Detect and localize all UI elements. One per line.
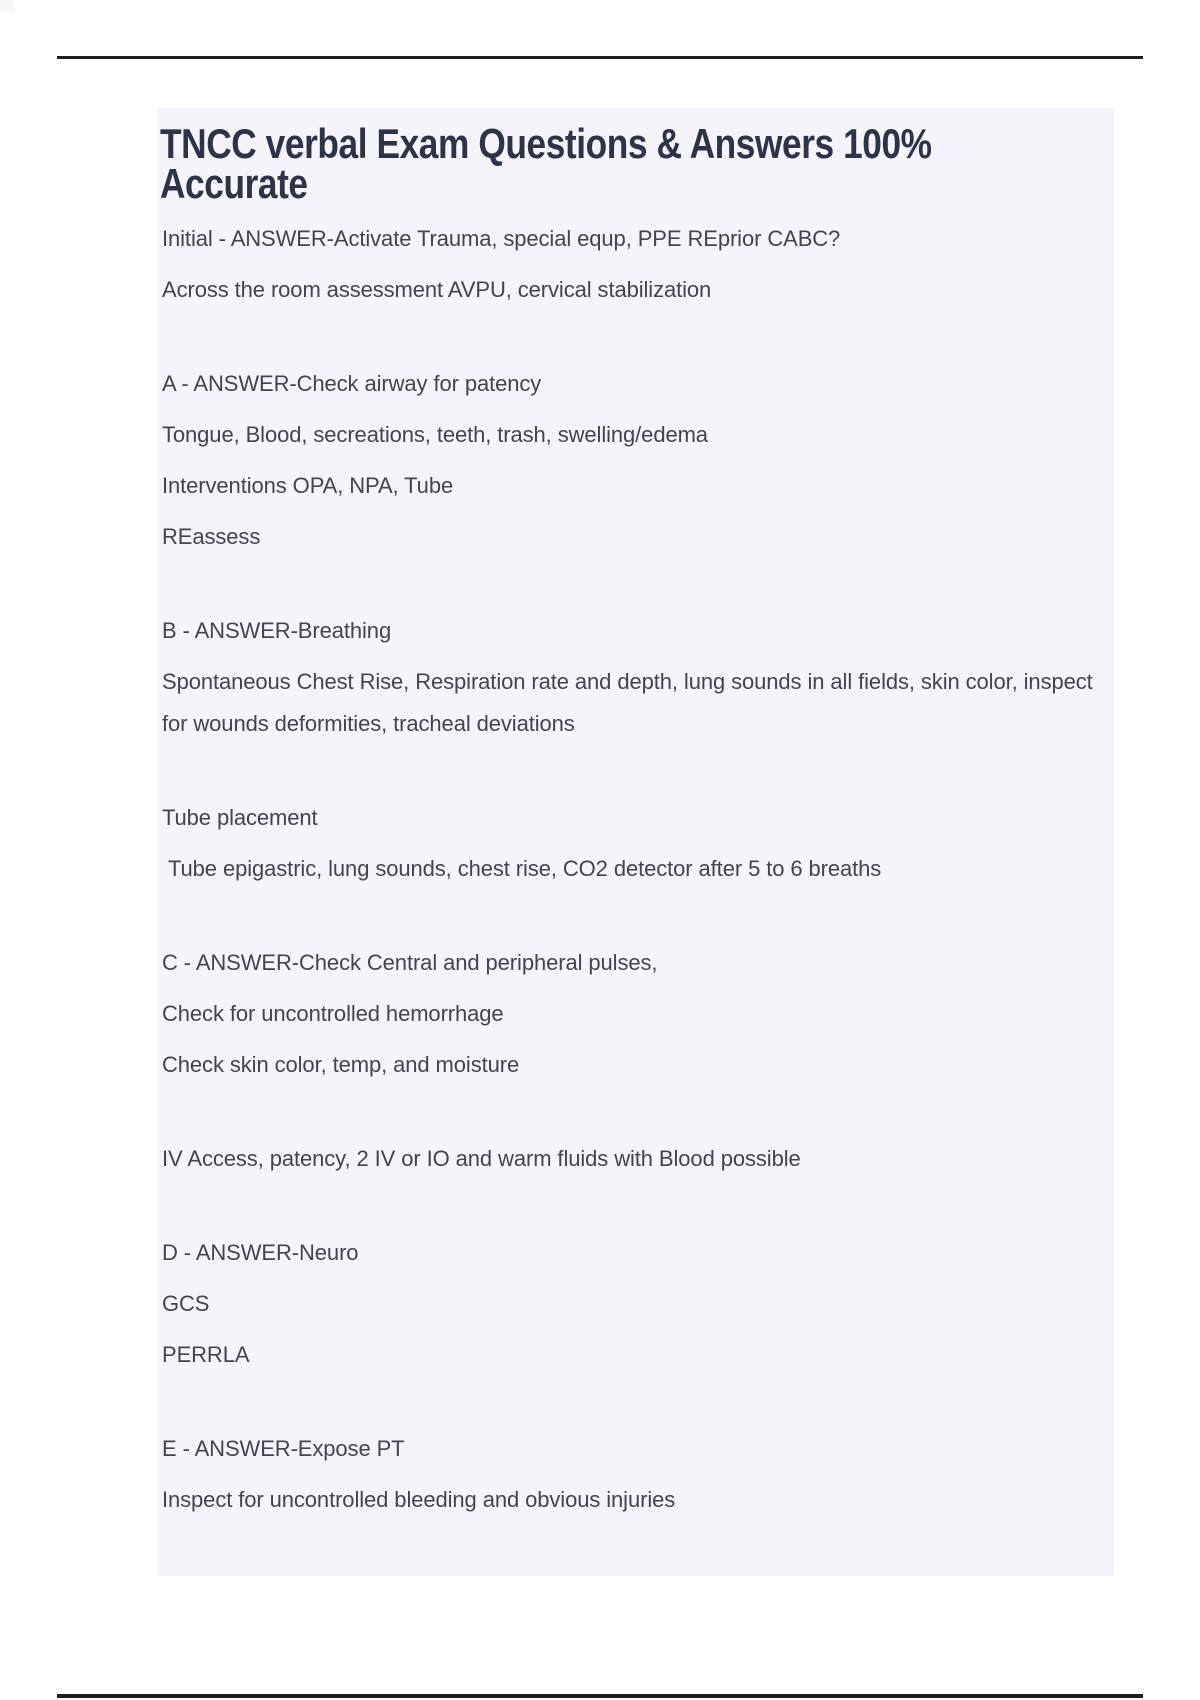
bottom-rule (57, 1694, 1143, 1698)
paragraph: REassess (162, 524, 261, 549)
document-body (162, 218, 1097, 1530)
paragraph: Check skin color, temp, and moisture (162, 1052, 520, 1077)
paragraph: IV Access, patency, 2 IV or IO and warm fluids with Blood possible (162, 1146, 801, 1171)
paragraph: Interventions OPA, NPA, Tube (162, 473, 454, 498)
paragraph: Inspect for uncontrolled bleeding and obvious injuries (162, 1487, 676, 1512)
paragraph: D - ANSWER-Neuro (162, 1240, 359, 1265)
paragraph: A - ANSWER-Check airway for patency (162, 371, 542, 396)
paragraph: GCS (162, 1291, 210, 1316)
paragraph: Initial - ANSWER-Activate Trauma, special equp, PPE REprior CABC? (162, 226, 841, 251)
page-title: TNCC verbal Exam Questions & Answers 100% Accurate (160, 120, 932, 208)
page-corner-artifact (0, 0, 14, 12)
paragraph: B - ANSWER-Breathing (162, 618, 392, 643)
paragraph: Tube epigastric, lung sounds, chest rise, CO2 detector after 5 to 6 breaths (162, 856, 882, 881)
paragraph: Tube placement (162, 805, 318, 830)
paragraph: Check for uncontrolled hemorrhage (162, 1001, 504, 1026)
paragraph: Spontaneous Chest Rise, Respiration rate and depth, lung sounds in all fields, skin color, inspect for wounds deformities, tracheal deviations (162, 669, 1099, 736)
paragraph: Tongue, Blood, secreations, teeth, trash, swelling/edema (162, 422, 708, 447)
paragraph: PERRLA (162, 1342, 250, 1367)
paragraph: C - ANSWER-Check Central and peripheral pulses, (162, 950, 658, 975)
top-rule (57, 56, 1143, 59)
paragraph: E - ANSWER-Expose PT (162, 1436, 405, 1461)
paragraph: Across the room assessment AVPU, cervical stabilization (162, 277, 712, 302)
